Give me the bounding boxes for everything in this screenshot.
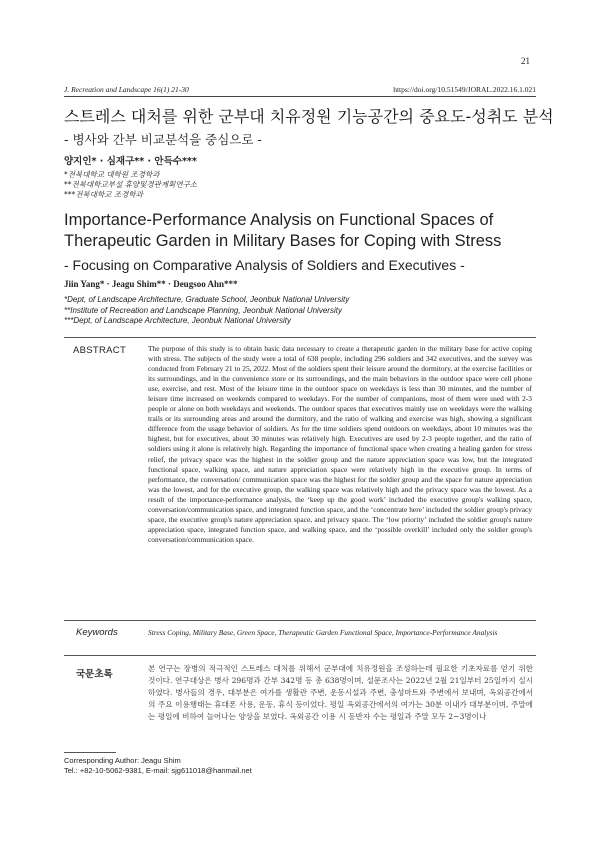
korean-affiliation: **전북대학교부설 휴양및경관계획연구소 <box>64 180 198 189</box>
journal-header <box>64 85 536 97</box>
korean-authors: 양지인* · 심재구** · 안득수*** <box>64 156 197 167</box>
english-title: Importance-Performance Analysis on Functional Spaces of Therapeutic Garden in Military Bases for Coping with Stress <box>64 211 502 250</box>
english-affiliations <box>64 295 349 327</box>
correspondence <box>64 756 252 776</box>
english-affiliation: **Institute of Recreation and Landscape Planning, Jeonbuk National University <box>64 305 342 315</box>
keywords-text: Stress Coping, Military Base, Green Space, Therapeutic Garden Functional Space, Importance-Performance Analysis <box>148 628 498 637</box>
korean-abstract-label: 국문초록 <box>76 669 113 680</box>
english-affiliation: *Dept, of Landscape Architecture, Graduate School, Jeonbuk National University <box>64 295 350 304</box>
divider <box>64 337 536 338</box>
divider <box>64 620 536 621</box>
korean-affiliation: ***전북대학교 조경학과 <box>64 190 143 199</box>
page-number: 21 <box>521 56 530 66</box>
contact-info: Tel.: +82-10-5062-9381, E-mail: sjg611018@hanmail.net <box>64 766 252 775</box>
abstract-text: The purpose of this study is to obtain basic data necessary to create a therapeutic garden in the military base for active coping with stress. The subjects of the study were a total of 638 people, including 296 soldiers and 342 executives, and the survey was conducted from February 21 to 25, 2022. Most of the soldiers spent their leisure around the dormitory, at the exercise facilities or its surroundings, and in the convenience store or its surroundings, and the main behaviors in the outdoor space were cell phone use, exercise, and rest. Most of the leisure time in the outdoor space on weekdays is less than 30 minutes, and the number of leisure time increased on weekends compared to weekdays. For the number of companions, most of them were used with 2-3 people or alone on both weekdays and weekends. The outdoor spaces that executives mainly use on weekdays were the walking trails or its surrounding areas and around the dormitory, and the ratio of walking and exercise was high, showing a significant difference from the usage behavior of soldiers. As for the time soldiers spend outdoors on weekdays, about 10 minutes was the highest, but for executives, about 30 minutes was relatively high. Executives are used by 2-3 people together, and the ratio of soldiers using it alone is relatively high. Regarding the importance of functional space when creating a healing garden for stress relief, the privacy space was the highest in the soldier group and the nature appreciation space was low, but the integrated functional space, walking space, and nature appreciation space were relatively high in the executive group. In terms of performance, the conversation/ communication space was the highest for the soldier group and the space for nature appreciation was the lowest, and for the executive group, the walking space was relatively high and the privacy space was the lowest. As a result of the importance-performance analysis, the ‘keep up the good work’ included the executive group's walking space, conversation/communication space, and integrated function space, and the ‘concentrate here’ included the soldier group's privacy space, the executive group's nature appreciation space, and privacy space. The ‘low priority’ included the soldier group's nature appreciation space, integrated function space, and walking space, and the ‘possible overkill’ included only the soldier group's conversation/communication space. <box>148 344 532 544</box>
korean-abstract-text: 본 연구는 장병의 적극적인 스트레스 대처를 위해서 군부대에 치유정원을 조성하는데 필요한 기초자료를 얻기 위한 것이다. 연구대상은 병사 296명과 간부 342명 등 총 638명이며, 설문조사는 2022년 2월 21일부터 25일까지 실시하였다. 병사들의 경우, 대부분은 여가를 생활관 주변, 운동시설과 주변, 충성마트와 주변에서 보내며, 옥외공간에서의 주요 이용행태는 휴대폰 사용, 운동, 휴식 등이었다. 평일 옥외공간에서의 여가는 30분 이내가 대부분이며, 주말에는 평일에 비하여 늘어나는 양상을 보였다. 옥외공간 이용 시 동반자 수는 평일과 주말 모두 2~3명이나 <box>148 664 533 722</box>
keywords-label: Keywords <box>76 627 118 638</box>
english-subtitle: - Focusing on Comparative Analysis of Soldiers and Executives - <box>64 257 465 273</box>
korean-title: 스트레스 대처를 위한 군부대 치유정원 기능공간의 중요도-성취도 분석 <box>64 107 554 126</box>
english-affiliation: ***Dept, of Landscape Architecture, Jeonbuk National University <box>64 316 291 325</box>
footnote-divider <box>64 752 116 753</box>
korean-subtitle: - 병사와 간부 비교분석을 중심으로 - <box>64 132 262 147</box>
doi-link[interactable]: https://doi.org/10.51549/JORAL.2022.16.1.021 <box>393 85 536 94</box>
korean-affiliation: *전북대학교 대학원 조경학과 <box>64 170 160 179</box>
divider <box>64 655 536 656</box>
journal-citation: J. Recreation and Landscape 16(1) 21-30 <box>64 85 189 94</box>
english-authors: Jiin Yang* · Jeagu Shim** · Deugsoo Ahn*** <box>64 279 238 289</box>
abstract-label: ABSTRACT <box>73 345 127 356</box>
corresponding-author: Corresponding Author: Jeagu Shim <box>64 756 181 765</box>
